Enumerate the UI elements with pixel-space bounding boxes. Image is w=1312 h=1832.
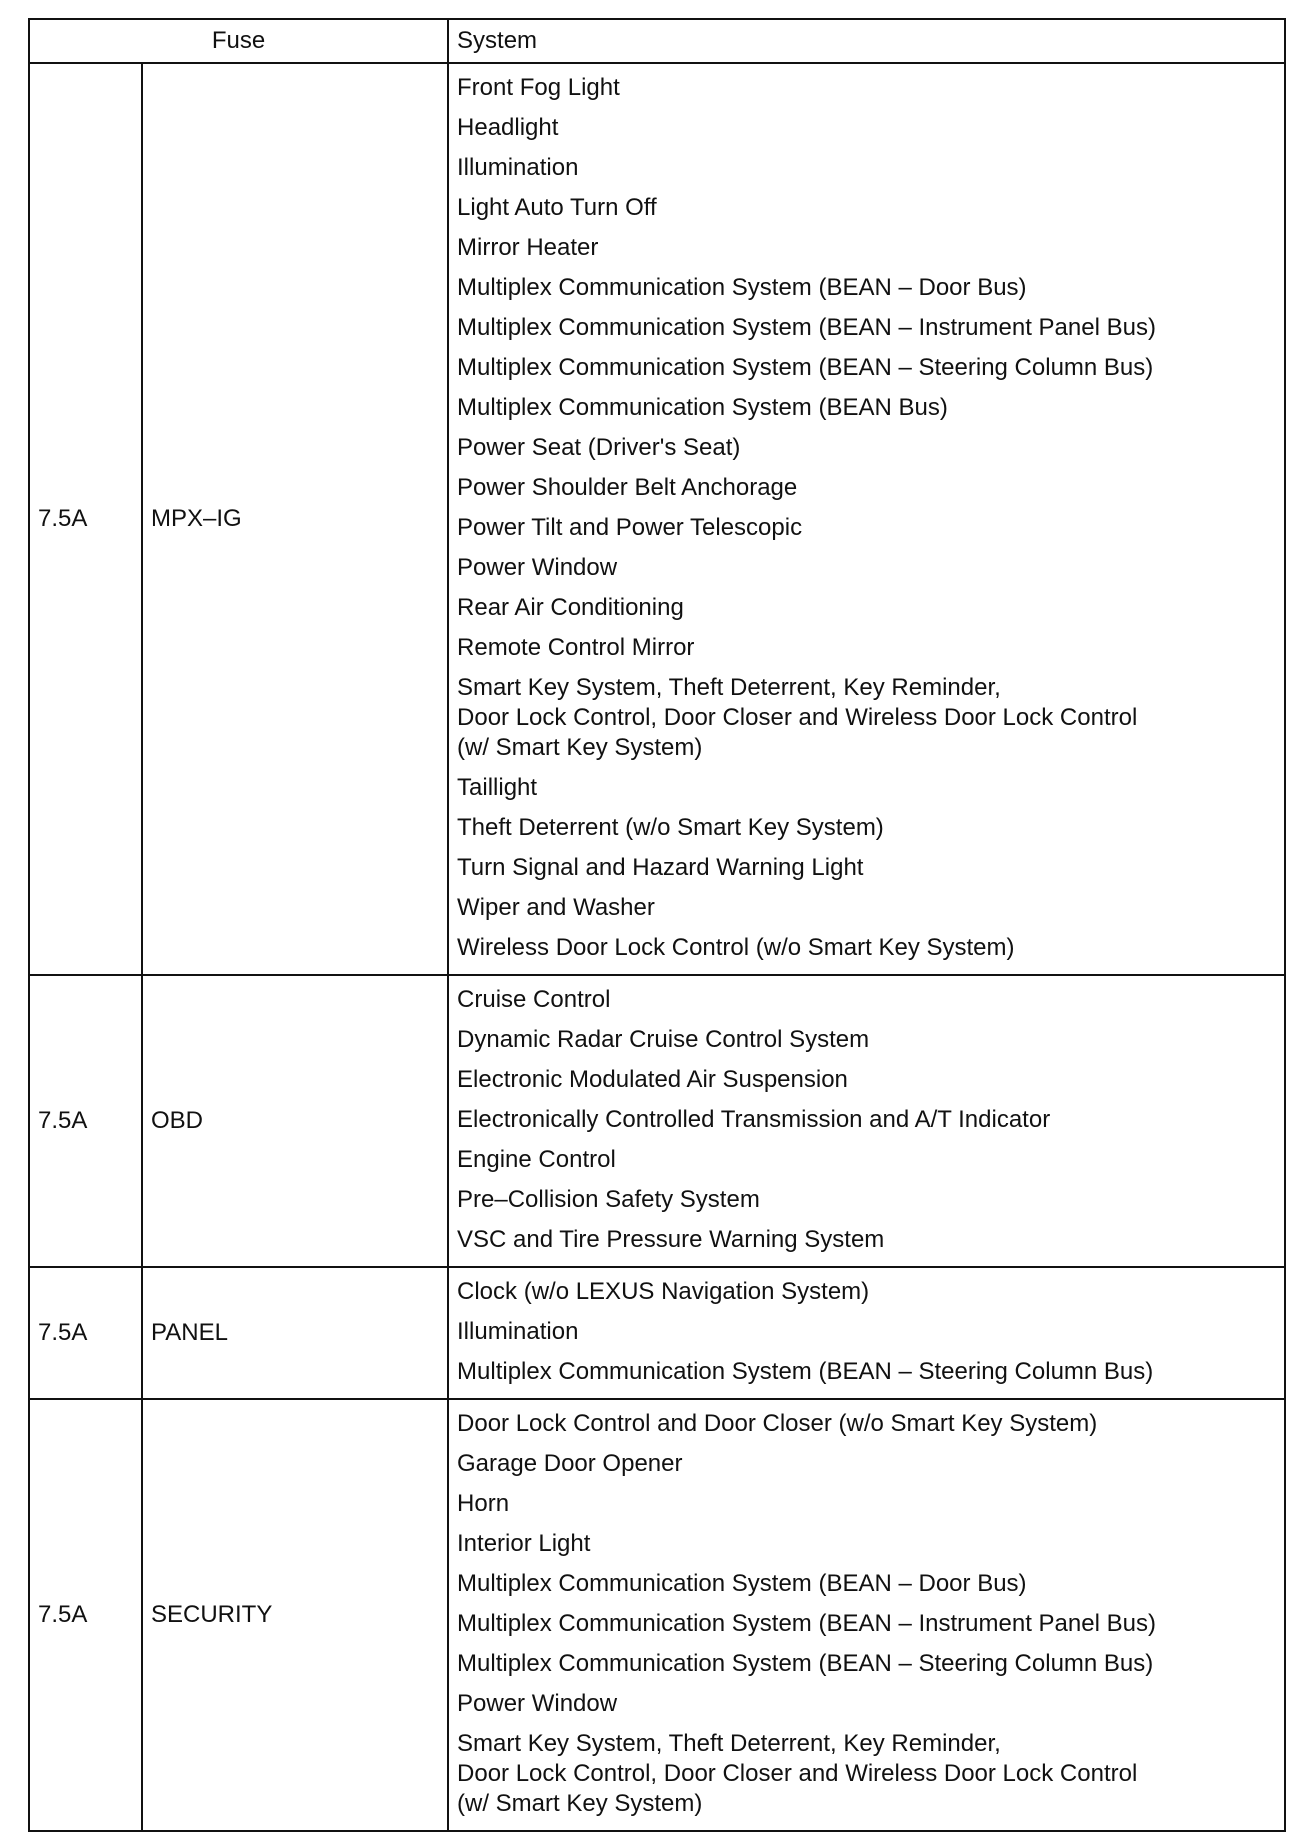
system-item: Interior Light [457, 1530, 591, 1557]
table-row [29, 1267, 1285, 1399]
system-item: Multiplex Communication System (BEAN – Steering Column Bus) [457, 354, 1154, 381]
system-item: Front Fog Light [457, 74, 620, 101]
system-item: Turn Signal and Hazard Warning Light [457, 854, 864, 881]
system-item: Power Tilt and Power Telescopic [457, 514, 803, 541]
fuse-amperage: 7.5A [29, 975, 142, 1267]
table-row [29, 1399, 1285, 1831]
system-item: Garage Door Opener [457, 1450, 683, 1477]
system-item: Multiplex Communication System (BEAN Bus) [457, 394, 948, 421]
system-item: Electronic Modulated Air Suspension [457, 1066, 848, 1093]
system-item: Wiper and Washer [457, 894, 655, 921]
system-item: Taillight [457, 774, 538, 801]
system-item: Wireless Door Lock Control (w/o Smart Key System) [457, 934, 1015, 961]
system-list [448, 1267, 1285, 1399]
fuse-table-container [28, 18, 1284, 1832]
fuse-name: OBD [142, 975, 448, 1267]
fuse-name: MPX–IG [142, 63, 448, 975]
system-item: Rear Air Conditioning [457, 594, 684, 621]
system-item: Multiplex Communication System (BEAN – Steering Column Bus) [457, 1650, 1154, 1677]
system-list [448, 63, 1285, 975]
system-item: Smart Key System, Theft Deterrent, Key Reminder, Door Lock Control, Door Closer and Wireless Door Lock Control (w/ Smart Key System) [457, 1730, 1138, 1817]
system-item: Power Seat (Driver's Seat) [457, 434, 741, 461]
table-header-row [29, 19, 1285, 63]
system-item: Smart Key System, Theft Deterrent, Key Reminder, Door Lock Control, Door Closer and Wireless Door Lock Control (w/ Smart Key System) [457, 674, 1138, 761]
system-item: Engine Control [457, 1146, 616, 1173]
fuse-name: PANEL [142, 1267, 448, 1399]
fuse-table [28, 18, 1286, 1832]
system-item: Pre–Collision Safety System [457, 1186, 760, 1213]
system-item: Power Window [457, 554, 618, 581]
system-item: Multiplex Communication System (BEAN – Steering Column Bus) [457, 1358, 1154, 1385]
system-item: VSC and Tire Pressure Warning System [457, 1226, 885, 1253]
system-item: Illumination [457, 154, 579, 181]
fuse-amperage: 7.5A [29, 1399, 142, 1831]
system-item: Multiplex Communication System (BEAN – Door Bus) [457, 274, 1027, 301]
system-item: Cruise Control [457, 986, 611, 1013]
system-item: Theft Deterrent (w/o Smart Key System) [457, 814, 884, 841]
system-item: Electronically Controlled Transmission and A/T Indicator [457, 1106, 1051, 1133]
fuse-amperage: 7.5A [29, 63, 142, 975]
system-column-header: System [448, 19, 1285, 63]
fuse-column-header: Fuse [29, 19, 448, 63]
system-item: Multiplex Communication System (BEAN – Door Bus) [457, 1570, 1027, 1597]
system-item: Power Window [457, 1690, 618, 1717]
system-list [448, 975, 1285, 1267]
system-item: Clock (w/o LEXUS Navigation System) [457, 1278, 870, 1305]
system-list [448, 1399, 1285, 1831]
fuse-amperage: 7.5A [29, 1267, 142, 1399]
system-item: Light Auto Turn Off [457, 194, 657, 221]
system-item: Headlight [457, 114, 559, 141]
system-item: Dynamic Radar Cruise Control System [457, 1026, 870, 1053]
table-row [29, 975, 1285, 1267]
system-item: Illumination [457, 1318, 579, 1345]
system-item: Power Shoulder Belt Anchorage [457, 474, 798, 501]
fuse-name: SECURITY [142, 1399, 448, 1831]
system-item: Door Lock Control and Door Closer (w/o Smart Key System) [457, 1410, 1098, 1437]
system-item: Mirror Heater [457, 234, 599, 261]
system-item: Horn [457, 1490, 510, 1517]
table-row [29, 63, 1285, 975]
system-item: Remote Control Mirror [457, 634, 695, 661]
system-item: Multiplex Communication System (BEAN – Instrument Panel Bus) [457, 1610, 1156, 1637]
system-item: Multiplex Communication System (BEAN – Instrument Panel Bus) [457, 314, 1156, 341]
